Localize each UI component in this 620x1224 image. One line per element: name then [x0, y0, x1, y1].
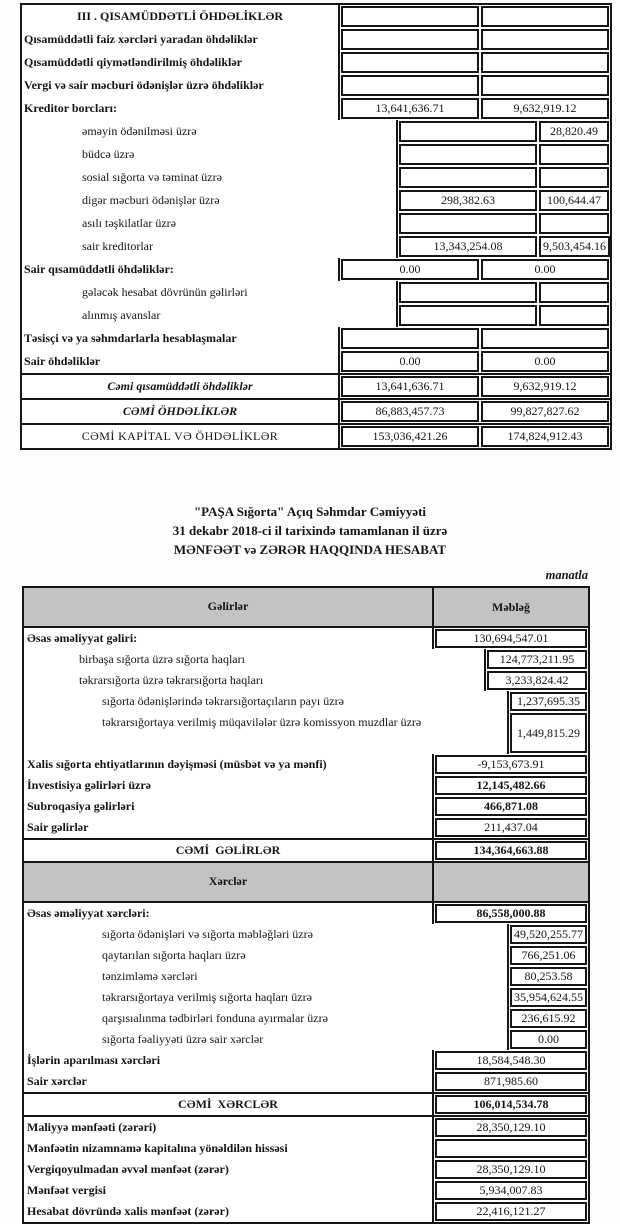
value-cell — [399, 121, 537, 142]
value-cell: 86,883,457.73 — [341, 401, 479, 422]
value-column-1 — [340, 28, 480, 51]
row-label: Sair öhdəliklər — [22, 350, 340, 373]
value-cell — [539, 213, 609, 234]
row-label: CƏMİ ÖHDƏLİKLƏR — [22, 400, 340, 423]
row-label: Təsisçi və ya səhmdarlarla hesablaşmalar — [22, 327, 340, 350]
value-column-2 — [480, 51, 610, 74]
row-label: CƏMİ XƏRCLƏR — [24, 1094, 434, 1115]
value-column — [434, 1071, 588, 1092]
value-cell: 28,350,129.10 — [435, 1160, 587, 1179]
value-column — [509, 712, 588, 754]
balance-row — [22, 258, 610, 281]
pl-row — [24, 1008, 588, 1029]
balance-row — [22, 51, 610, 74]
value-cell — [481, 328, 609, 349]
value-cell: 13,641,636.71 — [341, 98, 479, 119]
row-label: Vergi və sair məcburi ödənişlər üzrə öhdəliklər — [22, 74, 340, 97]
value-cell: 153,036,421.26 — [341, 426, 479, 447]
value-column — [509, 1029, 588, 1050]
value-cell — [539, 144, 609, 165]
balance-row — [22, 327, 610, 350]
balance-row — [22, 373, 610, 398]
value-cell: 130,694,547.01 — [435, 629, 587, 648]
pl-col-amount-header: Məbləğ — [492, 599, 530, 614]
value-column-1 — [340, 425, 480, 448]
value-cell — [341, 29, 479, 50]
value-column-2 — [480, 375, 610, 398]
pl-title-block — [0, 502, 620, 559]
value-cell: -9,153,673.91 — [435, 755, 587, 774]
value-cell: 22,416,121.27 — [435, 1202, 587, 1221]
pl-row — [24, 1138, 588, 1159]
value-cell: 99,827,827.62 — [481, 401, 609, 422]
value-cell: 871,985.60 — [435, 1072, 587, 1091]
value-column-1 — [340, 5, 480, 28]
value-column — [509, 966, 588, 987]
value-column-2 — [538, 120, 610, 143]
value-column-2 — [480, 28, 610, 51]
value-column-2 — [538, 166, 610, 189]
row-label: sair kreditorlar — [22, 235, 398, 258]
value-column-2 — [538, 212, 610, 235]
balance-table-body — [22, 5, 610, 448]
value-column — [434, 1094, 588, 1115]
value-column — [434, 1050, 588, 1071]
pl-row — [24, 1050, 588, 1071]
document-page — [0, 3, 620, 1224]
value-cell — [399, 213, 537, 234]
pl-row — [24, 1115, 588, 1138]
value-column-2 — [538, 235, 611, 258]
balance-row — [22, 281, 610, 304]
pl-col-income-header: Gəlirlər — [24, 588, 434, 626]
pl-row — [24, 775, 588, 796]
pl-row — [24, 691, 588, 712]
value-cell: 80,253.58 — [510, 967, 587, 986]
value-cell — [539, 282, 609, 303]
row-label: İşlərin aparılması xərcləri — [24, 1050, 434, 1071]
value-cell: 1,237,695.35 — [510, 692, 587, 711]
value-column-2 — [538, 281, 610, 304]
balance-row — [22, 97, 610, 120]
pl-row — [24, 796, 588, 817]
balance-row — [22, 304, 610, 327]
value-column — [434, 1138, 588, 1159]
row-label: Maliyyə mənfəəti (zərəri) — [24, 1117, 434, 1138]
value-cell: 28,820.49 — [539, 121, 609, 142]
row-label: Sair xərclər — [24, 1071, 434, 1092]
pl-row — [24, 838, 588, 861]
value-column-1 — [398, 212, 538, 235]
balance-row — [22, 212, 610, 235]
value-cell — [399, 305, 537, 326]
pl-row — [24, 945, 588, 966]
row-label: təkrarsığortaya verilmiş sığorta haqları üzrə — [24, 987, 509, 1008]
value-column-1 — [340, 350, 480, 373]
row-label: Mənfəətin nizamnamə kapitalına yönəldilən hissəsi — [24, 1138, 434, 1159]
value-cell: 28,350,129.10 — [435, 1118, 587, 1137]
balance-table — [20, 3, 612, 450]
pl-row — [24, 1029, 588, 1050]
value-cell: 236,615.92 — [510, 1009, 587, 1028]
value-cell: 9,503,454.16 — [539, 236, 610, 257]
value-cell: 18,584,548.30 — [435, 1051, 587, 1070]
value-cell — [481, 6, 609, 27]
balance-row — [22, 120, 610, 143]
value-cell: 0.00 — [341, 259, 479, 280]
value-cell: 211,437.04 — [435, 818, 587, 837]
value-column-1 — [340, 97, 480, 120]
row-label: CƏMİ GƏLİRLƏR — [24, 840, 434, 861]
value-column — [486, 649, 588, 670]
balance-row — [22, 189, 610, 212]
value-cell: 174,824,912.43 — [481, 426, 609, 447]
value-column — [434, 754, 588, 775]
row-label: Qısamüddətli faiz xərcləri yaradan öhdəliklər — [22, 28, 340, 51]
value-cell: 86,558,000.88 — [435, 904, 587, 923]
value-column-1 — [340, 375, 480, 398]
value-cell: 106,014,534.78 — [435, 1095, 587, 1114]
pl-row — [24, 1180, 588, 1201]
value-cell: 3,233,824.42 — [487, 671, 587, 690]
value-cell: 12,145,482.66 — [435, 776, 587, 795]
value-column-1 — [398, 166, 538, 189]
value-column — [434, 775, 588, 796]
pl-row — [24, 1201, 588, 1222]
row-label: alınmış avanslar — [22, 304, 398, 327]
row-label: Hesabat dövründə xalis mənfəət (zərər) — [24, 1201, 434, 1222]
pl-row — [24, 924, 588, 945]
value-column-2 — [480, 425, 610, 448]
value-cell — [539, 305, 609, 326]
row-label: Sair qısamüddətli öhdəliklər: — [22, 258, 340, 281]
value-column-2 — [538, 143, 610, 166]
value-cell — [341, 6, 479, 27]
row-label: İnvestisiya gəlirləri üzrə — [24, 775, 434, 796]
value-column — [434, 840, 588, 861]
row-label: sosial sığorta və təminat üzrə — [22, 166, 398, 189]
value-column-2 — [480, 350, 610, 373]
value-cell: 13,641,636.71 — [341, 376, 479, 397]
value-column-2 — [480, 258, 610, 281]
row-label: Xərclər — [24, 863, 434, 901]
value-cell: 0.00 — [481, 259, 609, 280]
row-label: Cəmi qısamüddətli öhdəliklər — [22, 375, 340, 398]
value-cell — [481, 75, 609, 96]
value-column — [509, 987, 588, 1008]
value-column-1 — [398, 235, 538, 258]
value-column-1 — [340, 258, 480, 281]
value-cell: 466,871.08 — [435, 797, 587, 816]
row-label: asılı təşkilatlar üzrə — [22, 212, 398, 235]
pl-section-row — [24, 861, 588, 901]
value-cell — [481, 29, 609, 50]
row-label: Mənfəət vergisi — [24, 1180, 434, 1201]
row-label: Xalis sığorta ehtiyatlarının dəyişməsi (müsbət və ya mənfi) — [24, 754, 434, 775]
pl-table — [22, 586, 590, 1224]
value-column-2 — [480, 327, 610, 350]
balance-row — [22, 398, 610, 423]
row-label: təkrarsığorta üzrə təkrarsığorta haqları — [24, 670, 486, 691]
pl-header-row — [24, 588, 588, 626]
pl-table-body — [24, 626, 588, 1222]
value-cell — [435, 1139, 587, 1158]
row-label: Qısamüddətli qiymətləndirilmiş öhdəliklər — [22, 51, 340, 74]
value-cell — [341, 328, 479, 349]
value-cell: 134,364,663.88 — [435, 841, 587, 860]
value-cell: 766,251.06 — [510, 946, 587, 965]
row-label: büdcə üzrə — [22, 143, 398, 166]
row-label: Subroqasiya gəlirləri — [24, 796, 434, 817]
value-cell — [539, 167, 609, 188]
value-cell: 5,934,007.83 — [435, 1181, 587, 1200]
value-column-1 — [398, 304, 538, 327]
value-column-1 — [398, 143, 538, 166]
pl-row — [24, 987, 588, 1008]
value-cell: 298,382.63 — [399, 190, 537, 211]
pl-row — [24, 754, 588, 775]
value-cell — [399, 144, 537, 165]
value-cell: 9,632,919.12 — [481, 376, 609, 397]
row-label: sığorta ödənişlərində təkrarsığortaçıların payı üzrə — [24, 691, 509, 712]
value-cell — [341, 75, 479, 96]
value-column-2 — [480, 74, 610, 97]
row-label: digər məcburi ödənişlər üzrə — [22, 189, 398, 212]
pl-row — [24, 649, 588, 670]
value-column — [509, 945, 588, 966]
value-column-1 — [398, 120, 538, 143]
value-cell: 35,954,624.55 — [510, 988, 587, 1007]
value-column-2 — [538, 189, 610, 212]
value-cell: 0.00 — [510, 1030, 587, 1049]
value-column-2 — [480, 5, 610, 28]
value-cell: 13,343,254.08 — [399, 236, 537, 257]
row-label: Əsas əməliyyat xərcləri: — [24, 903, 434, 924]
currency-note: manatla — [545, 568, 588, 582]
value-cell: 100,644.47 — [539, 190, 609, 211]
row-label: gələcək hesabat dövrünün gəlirləri — [22, 281, 398, 304]
balance-row — [22, 5, 610, 28]
pl-row — [24, 1159, 588, 1180]
value-column-1 — [398, 281, 538, 304]
balance-row — [22, 74, 610, 97]
pl-row — [24, 626, 588, 649]
pl-row — [24, 670, 588, 691]
balance-row — [22, 235, 610, 258]
value-cell: 49,520,255.77 — [510, 925, 587, 944]
balance-row — [22, 423, 610, 448]
company-name: "PAŞA Sığorta" Açıq Səhmdar Cəmiyyəti — [193, 504, 427, 519]
row-label: III . QISAMÜDDƏTLİ ÖHDƏLİKLƏR — [22, 5, 340, 28]
value-cell: 124,773,211.95 — [487, 650, 587, 669]
value-cell: 0.00 — [481, 351, 609, 372]
balance-row — [22, 28, 610, 51]
row-label: təkrarsığortaya verilmiş müqavilələr üzrə komissyon muzdlar üzrə — [24, 712, 509, 754]
value-cell — [399, 282, 537, 303]
value-column — [434, 1201, 588, 1222]
value-cell — [481, 52, 609, 73]
value-column — [434, 863, 588, 901]
value-column-1 — [340, 74, 480, 97]
value-column — [434, 903, 588, 924]
value-cell — [399, 167, 537, 188]
balance-row — [22, 143, 610, 166]
value-column — [509, 1008, 588, 1029]
row-label: tənzimləmə xərcləri — [24, 966, 509, 987]
row-label: qarşısıalınma tədbirləri fonduna ayırmalar üzrə — [24, 1008, 509, 1029]
value-column — [509, 691, 588, 712]
row-label: sığorta ödənişləri və sığorta məbləğləri üzrə — [24, 924, 509, 945]
value-column-2 — [480, 97, 610, 120]
value-column — [434, 1180, 588, 1201]
row-label: Kreditor borcları: — [22, 97, 340, 120]
row-label: qaytarılan sığorta haqları üzrə — [24, 945, 509, 966]
balance-row — [22, 166, 610, 189]
value-column — [509, 924, 588, 945]
pl-row — [24, 712, 588, 754]
value-column-1 — [340, 400, 480, 423]
value-cell: 1,449,815.29 — [510, 713, 587, 753]
value-column — [434, 628, 588, 649]
report-period: 31 dekabr 2018-ci il tarixində tamamlanan il üzrə — [172, 523, 448, 538]
report-title: MƏNFƏƏT və ZƏRƏR HAQQINDA HESABAT — [173, 542, 447, 557]
value-cell: 0.00 — [341, 351, 479, 372]
pl-row — [24, 901, 588, 924]
row-label: birbaşa sığorta üzrə sığorta haqları — [24, 649, 486, 670]
value-column — [434, 1117, 588, 1138]
value-column — [434, 796, 588, 817]
value-column — [434, 1159, 588, 1180]
row-label: Vergiqoyulmadan əvvəl mənfəət (zərər) — [24, 1159, 434, 1180]
row-label: CƏMİ KAPİTAL VƏ ÖHDƏLİKLƏR — [22, 425, 340, 448]
row-label: Əsas əməliyyat gəliri: — [24, 628, 434, 649]
value-cell: 9,632,919.12 — [481, 98, 609, 119]
value-column-1 — [340, 327, 480, 350]
value-column-2 — [538, 304, 610, 327]
row-label: sığorta fəaliyyəti üzrə sair xərclər — [24, 1029, 509, 1050]
row-label: Sair gəlirlər — [24, 817, 434, 838]
value-column-1 — [398, 189, 538, 212]
value-column — [486, 670, 588, 691]
pl-row — [24, 817, 588, 838]
pl-row — [24, 1071, 588, 1092]
row-label: əməyin ödənilməsi üzrə — [22, 120, 398, 143]
pl-row — [24, 966, 588, 987]
pl-row — [24, 1092, 588, 1115]
value-column-1 — [340, 51, 480, 74]
value-column-2 — [480, 400, 610, 423]
balance-row — [22, 350, 610, 373]
value-cell — [341, 52, 479, 73]
value-column — [434, 817, 588, 838]
